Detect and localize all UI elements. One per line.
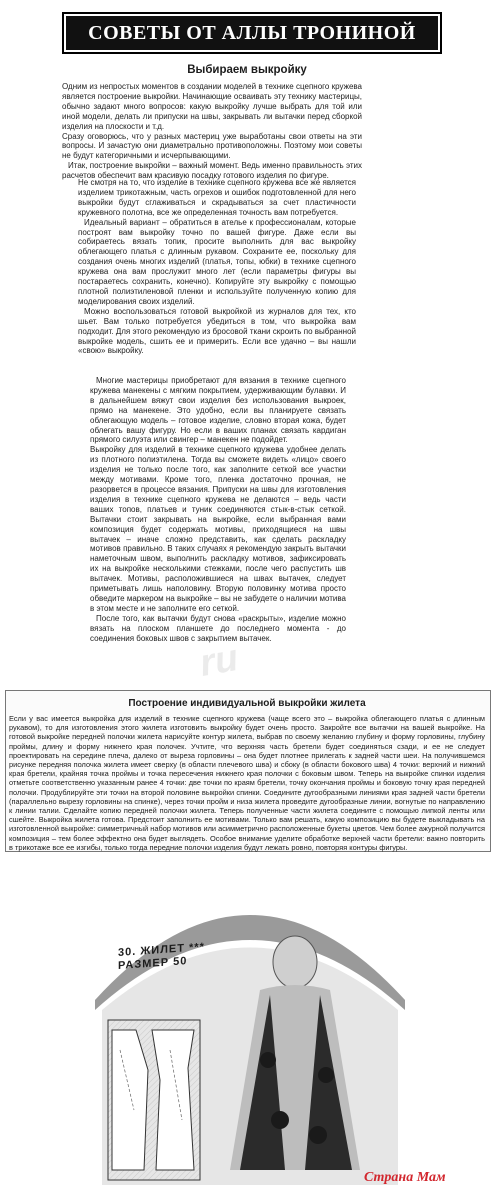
middle-column [78, 178, 356, 356]
header-banner [62, 12, 442, 54]
pattern-drawing [108, 1020, 200, 1180]
paragraph: Идеальный вариант – обратиться в ателье к профессионалам, которые построят вам выкройку точно по вашей фигуре. Даже если вы собираетесь вязать топик, просите выполнить для вас выкройку облегающего платья с длинным рукавом. Сохраните ее, поскольку для создания очень многих изделий (платья, топы, юбки) в технике сцепного кружева она вам прослужит много лет (если параметры фигуры вы постараетесь сохранить, конечно). Копируйте эту выкройку с помощью плотной полиэтиленовой пленки и используйте полученную копию для моделирования своих изделий. [78, 217, 356, 306]
section2-title: Построение индивидуальной выкройки жилета [128, 698, 366, 709]
section2-body: Если у вас имеется выкройка для изделий в технике сцепного кружева (чаще всего это – выкройка облегающего платья с длинным рукавом), то для изготовления этого жилета изготовить выкройку будет очень просто. Закройте все вытачки на вашей выкройке. На готовой выкройке передней полочки жилета нарисуйте контур жилета, выбрав по своему желанию глубину и форму горловины, глубину проймы, длину и форму нижнего края полочек. Учтите, что верхняя часть бретели будет соединяться сзади, и ее не следует проектировать на середине плеча, далеко от выреза горловины – она будет плотнее прилегать к задней части шеи. На получившемся рисунке передняя полочка жилета имеет сверху (в области плечевого шва) и сбоку (в области бокового шва) 4 точки: верхний и нижний края бретели, крайняя точка проймы и точка пересечения нижнего края полочки с боковым швом. Теперь на выкройке спинки изделия отметьте соответственно указанным ранее 4 точки: две точки по краям бретели, точку окончания проймы и боковую точку края передней полочки. Продублируйте эти точки на второй половине выкройки спинки. Соедините дугообразными линиями края задней части бретели (параллельно вырезу горловины на спинке), через точки пройм и низа жилета проведите дугообразные линии, вогнутые по направлению к линии талии. Сделайте копию передней полочки жилета. Теперь полученные части жилета соедините с помощью липкой ленты или сшейте. Выкройка жилета готова. Предстоит заполнить ее мотивами. Только вам решать, какую композицию вы будете выкладывать на изготовленной выкройке: симметричный набор мотивов или асимметрично расположенные букеты цветов. Чем более ажурной получится композиция – тем более эффектно она будет выглядеть. Особое внимание уделите обработке верхней части бретели: важно повторить в трикотаже все ее изгибы, только тогда передние полочки изделия будут лежать ровно, повторяя контуры фигуры. [9, 714, 485, 852]
paragraph: Одним из непростых моментов в создании моделей в технике сцепного кружева является построение выкройки. Начинающие осваивать эту технику мастерицы, обычно задают много вопросов: какую выкройку лучше выбрать для той или иной модели, делать ли припуски на швы, закрывать ли вытачки перед сборкой изделия на плоскости и т.д. [62, 82, 362, 131]
model-number: 30. ЖИЛЕТ *** [118, 940, 205, 960]
paragraph: Выкройку для изделий в технике сцепного кружева удобнее делать из плотного полиэтилена. Тогда вы сможете видеть «лицо» своего изделия не только после того, как заполните сеткой все участки между мотивами. Кроме того, пленка достаточно прочная, не разорвется в процессе вязания. Припуски на швы для изготовления изделия в технике сцепного кружева не делаются – ведь части ваших топов, платьев и туник соединяются стык-в-стык сеткой. Вытачки стоит закрывать на выкройке, если выбранная вами композиция будет содержать мотивы, приходящиеся на швы вытачек – иначе сложно представить, как сделать раскладку мотивов правильно. В таких случаях я рекомендую закрыть вытачки наметочным швом, выполнить раскладку мотивов, зафиксировать их на выкройке несколькими стежками, после чего распустить шв вытачек. Мотивы, расположившиеся на швах вытачек, следует приметывать лишь наполовину. Вторую половинку мотива просто обведите маркером на выкройке – вы не забудете о наличии мотива в этом месте и не заполните его сеткой. [90, 445, 346, 613]
site-logo: Страна Мам [364, 1170, 446, 1185]
watermark: ru [196, 637, 242, 685]
header-title: СОВЕТЫ ОТ АЛЛЫ ТРОНИНОЙ [88, 21, 416, 44]
vest-illustration [90, 870, 410, 1190]
intro-column [62, 82, 362, 181]
paragraph: Итак, построение выкройки – важный момент. Ведь именно правильность этих расчетов обеспечит вам красивую посадку готового изделия по фигуре. [62, 161, 362, 181]
model-size: РАЗМЕР 50 [118, 955, 188, 973]
paragraph: Не смотря на то, что изделие в технике сцепного кружева все же является изделием трикотажным, часть огрехов и ошибок подготовленной для него выкройки будут сглаживаться и скрадываться за счет пластичности кружевного полотна, все же определенная точность вам потребуется. [78, 178, 356, 217]
paragraph: Можно воспользоваться готовой выкройкой из журналов для тех, кто шьет. Вам только потребуется убедиться в том, что выкройка вам подходит. Для этого рекомендую из бросовой ткани скроить по выбранной выкройке модель, сшить ее и примерить. Если все удачно – вы нашли «свою» выкройку. [78, 306, 356, 356]
section1-title: Выбираем выкройку [187, 64, 307, 76]
paragraph: Сразу оговорюсь, что у разных мастериц уже выработаны свои ответы на эти вопросы. И зачастую они диаметрально противоположны. Поэтому мои советы не будут категоричными и исчерпывающими. [62, 131, 362, 161]
paragraph: Многие мастерицы приобретают для вязания в технике сцепного кружева манекены с мягким покрытием, удерживающим булавки. И в дальнейшем вяжут свои изделия без использования выкроек, прямо на манекене. Это удобно, если вы планируете связать облегающую модель – готовое изделие, словно вторая кожа, будет облегать вашу фигуру. Но если в ваших планах связать кардиган прямого силуэта или свингер – манекен не подойдет. [90, 376, 346, 445]
paragraph: После того, как вытачки будут снова «раскрыты», изделие можно вязать на плоском планшете до последнего момента - до соединения боковых швов с закрытием вытачек. [90, 613, 346, 643]
inner-column [90, 376, 346, 643]
